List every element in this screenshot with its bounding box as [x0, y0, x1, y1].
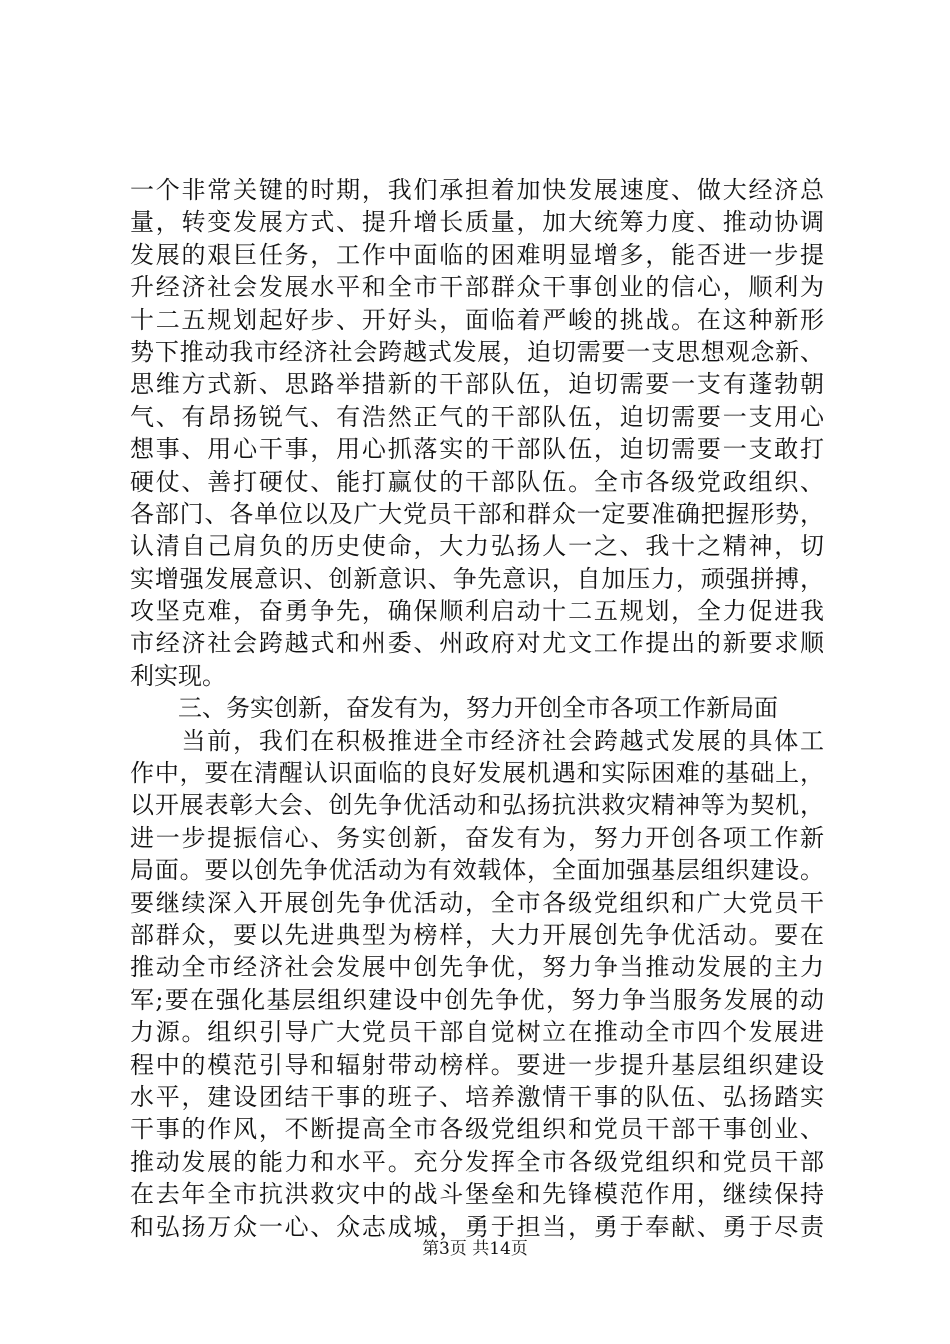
text-line: 十二五规划起好步、开好头，面临着严峻的挑战。在这种新形 [130, 305, 824, 334]
text-line: 发展的艰巨任务，工作中面临的困难明显增多，能否进一步提 [130, 240, 824, 269]
text-line: 力源。组织引导广大党员干部自觉树立在推动全市四个发展进 [130, 1018, 824, 1047]
text-line: 量，转变发展方式、提升增长质量，加大统筹力度、推动协调 [130, 208, 824, 237]
text-line: 在去年全市抗洪救灾中的战斗堡垒和先锋模范作用，继续保持 [130, 1180, 824, 1209]
text-line: 认清自己肩负的历史使命，大力弘扬人一之、我十之精神，切 [130, 532, 824, 561]
text-line: 实增强发展意识、创新意识、争先意识，自加压力，顽强拼搏， [130, 564, 824, 593]
text-line: 军;要在强化基层组织建设中创先争优，努力争当服务发展的动 [130, 985, 824, 1014]
text-line: 推动发展的能力和水平。充分发挥全市各级党组织和党员干部 [130, 1147, 824, 1176]
text-line: 利实现。 [130, 661, 226, 690]
text-line: 一个非常关键的时期，我们承担着加快发展速度、做大经济总 [130, 176, 824, 204]
text-line: 水平，建设团结干事的班子、培养激情干事的队伍、弘扬踏实 [130, 1082, 824, 1111]
text-line: 进一步提振信心、务实创新，奋发有为，努力开创各项工作新 [130, 823, 824, 852]
document-body [130, 174, 824, 1243]
text-line: 作中，要在清醒认识面临的良好发展机遇和实际困难的基础上， [130, 759, 824, 788]
text-line: 以开展表彰大会、创先争优活动和弘扬抗洪救灾精神等为契机， [130, 791, 824, 820]
text-line: 势下推动我市经济社会跨越式发展，迫切需要一支思想观念新、 [130, 337, 824, 366]
text-line: 攻坚克难，奋勇争先，确保顺利启动十二五规划，全力促进我 [130, 597, 824, 626]
text-line: 升经济社会发展水平和全市干部群众干事创业的信心，顺利为 [130, 273, 824, 302]
text-line: 局面。要以创先争优活动为有效载体，全面加强基层组织建设。 [130, 856, 824, 885]
text-line: 市经济社会跨越式和州委、州政府对尤文工作提出的新要求顺 [130, 629, 824, 658]
text-line: 硬仗、善打硬仗、能打赢仗的干部队伍。全市各级党政组织、 [130, 467, 824, 496]
text-line: 想事、用心干事，用心抓落实的干部队伍，迫切需要一支敢打 [130, 435, 824, 464]
text-line: 各部门、各单位以及广大党员干部和群众一定要准确把握形势， [130, 499, 824, 528]
text-line: 部群众，要以先进典型为榜样，大力开展创先争优活动。要在 [130, 920, 824, 949]
page-footer: 第3页 共14页 [422, 1239, 528, 1259]
text-line: 和弘扬万众一心、众志成城，勇于担当，勇于奉献、勇于尽责 [130, 1212, 824, 1241]
text-line: 要继续深入开展创先争优活动，全市各级党组织和广大党员干 [130, 888, 824, 917]
text-line: 思维方式新、思路举措新的干部队伍，迫切需要一支有蓬勃朝 [130, 370, 824, 399]
text-line: 推动全市经济社会发展中创先争优，努力争当推动发展的主力 [130, 953, 824, 982]
text-line: 三、务实创新，奋发有为，努力开创全市各项工作新局面 [130, 694, 778, 723]
text-line: 干事的作风，不断提高全市各级党组织和党员干部干事创业、 [130, 1115, 824, 1144]
text-line: 气、有昂扬锐气、有浩然正气的干部队伍，迫切需要一支用心 [130, 402, 824, 431]
text-line: 程中的模范引导和辐射带动榜样。要进一步提升基层组织建设 [130, 1050, 824, 1079]
text-line: 当前，我们在积极推进全市经济社会跨越式发展的具体工 [130, 726, 824, 755]
